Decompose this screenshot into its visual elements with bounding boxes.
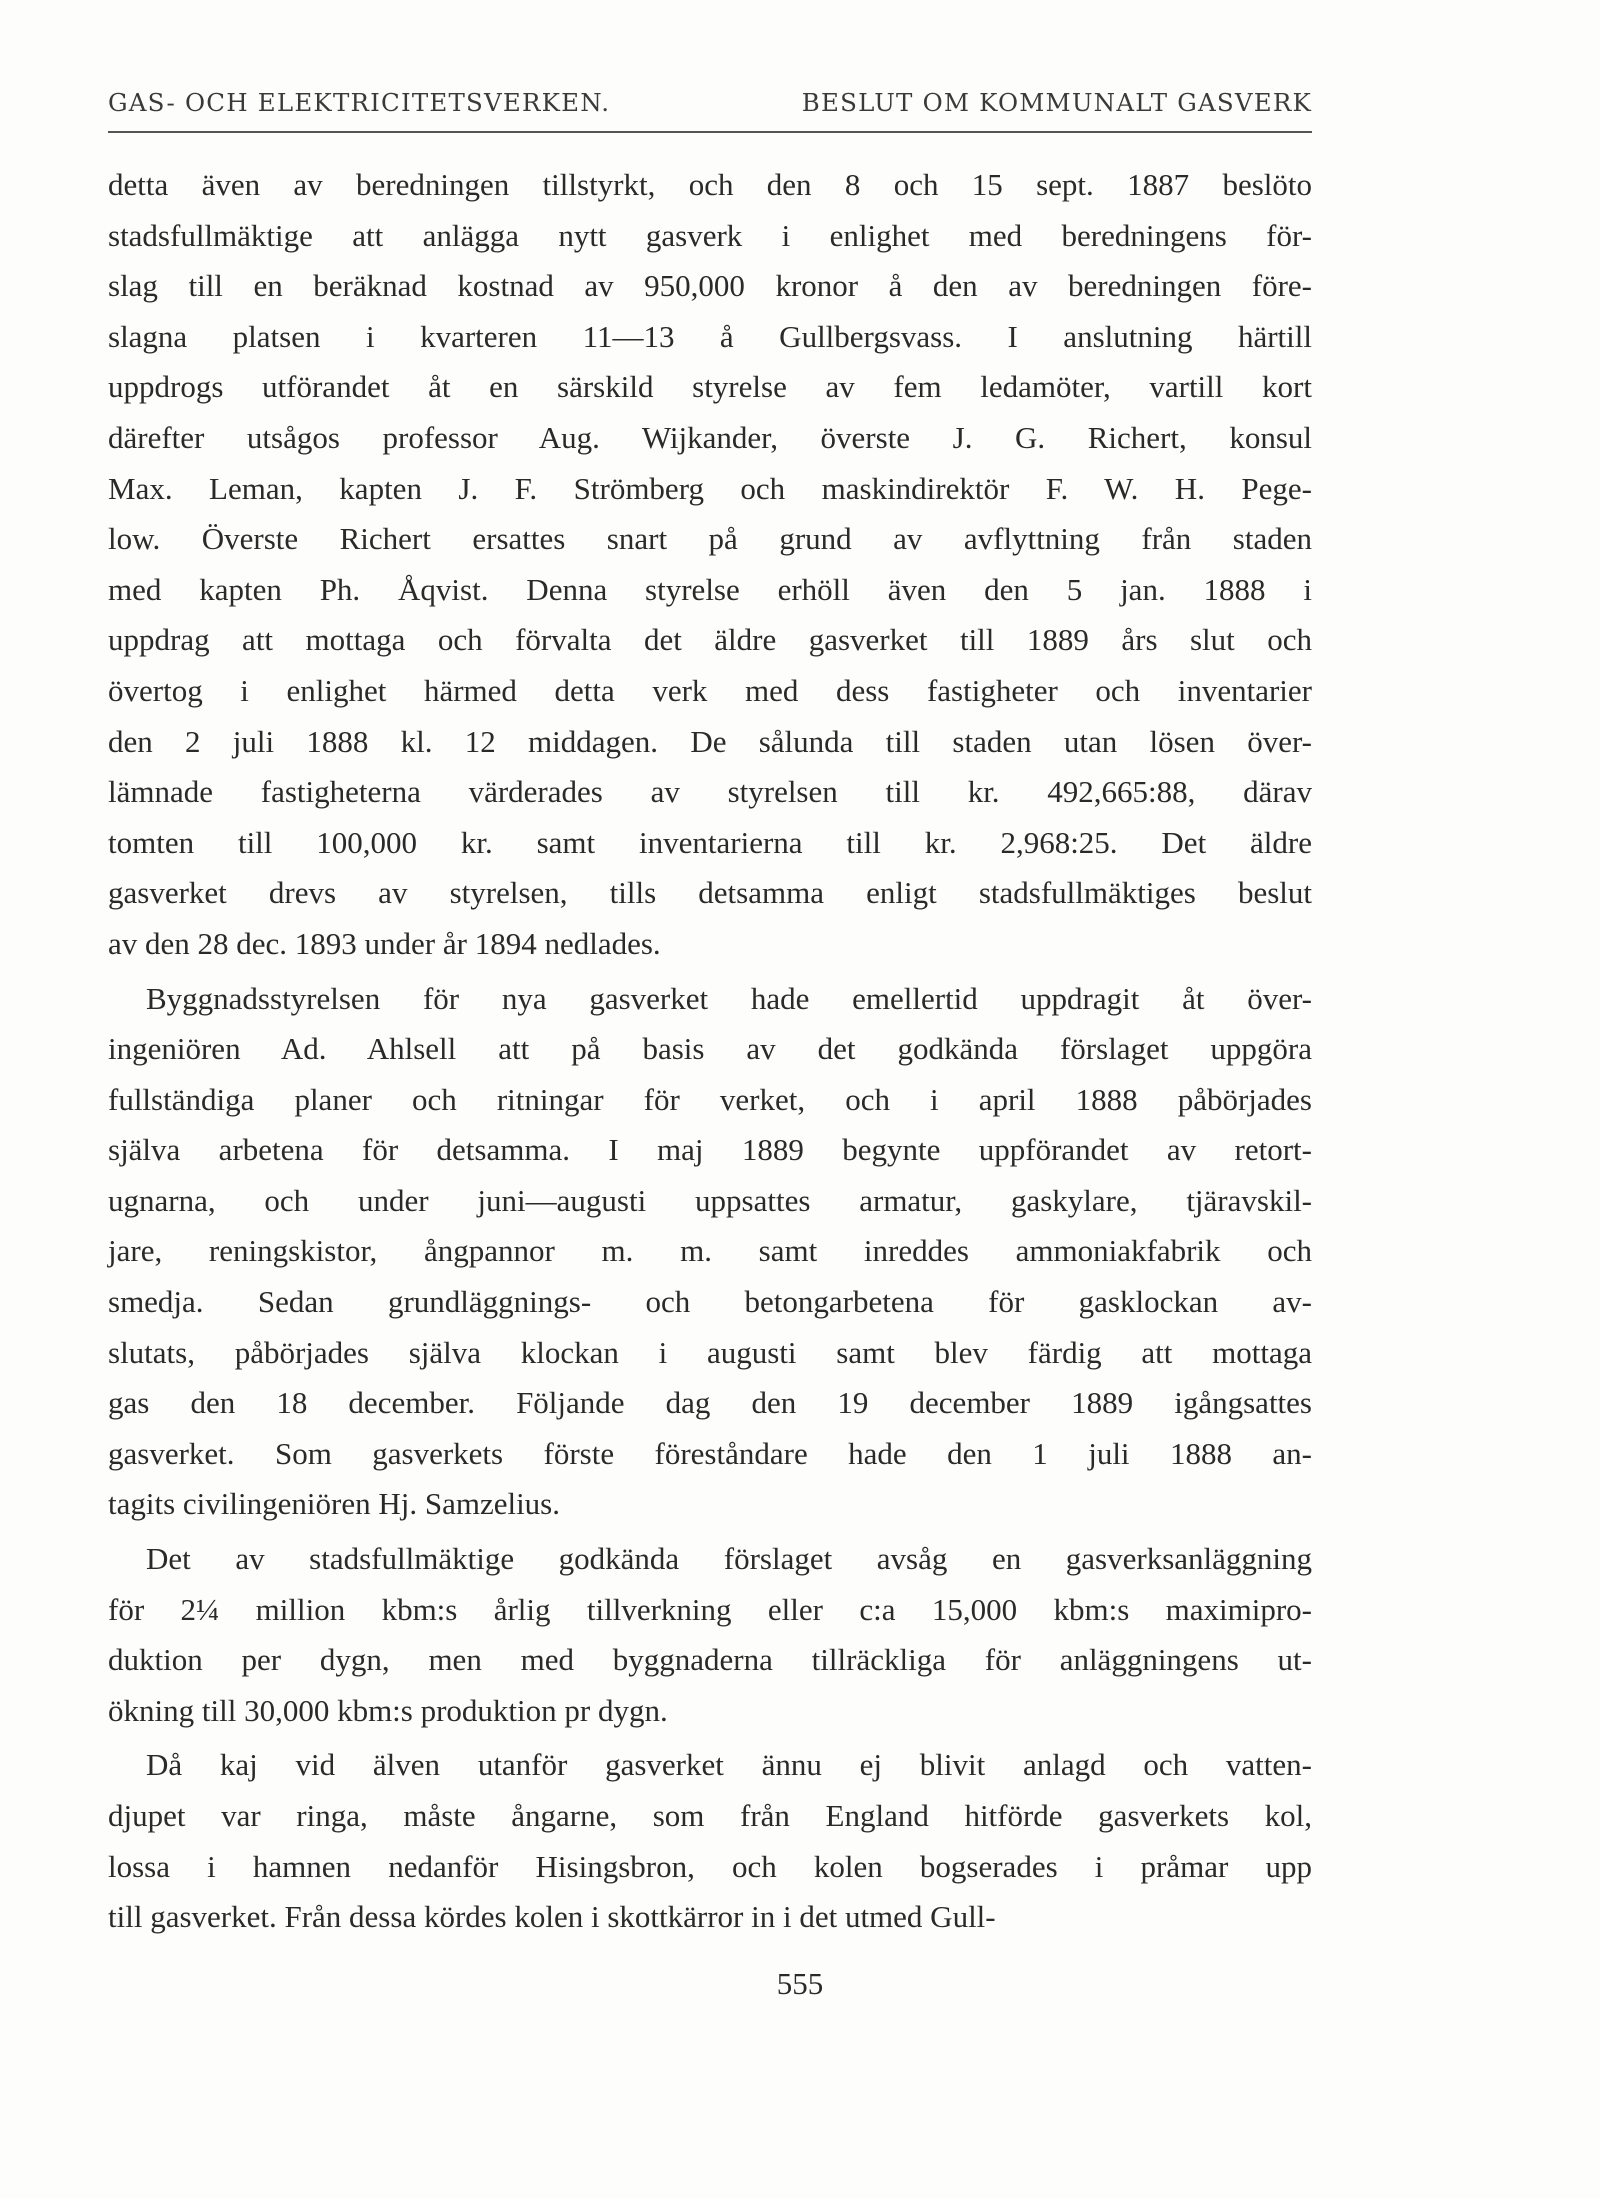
text-line: gasverket. Som gasverkets förste föreståndare hade den 1 juli 1888 an- <box>108 1435 1312 1471</box>
text-line: själva arbetena för detsamma. I maj 1889 begynte uppförandet av retort- <box>108 1132 1312 1168</box>
text-line: gasverket drevs av styrelsen, tills detsamma enligt stadsfullmäktiges beslut <box>108 875 1312 911</box>
paragraph <box>108 1534 1312 1736</box>
text-line: tomten till 100,000 kr. samt inventarierna till kr. 2,968:25. Det äldre <box>108 824 1312 860</box>
text-line: med kapten Ph. Åqvist. Denna styrelse erhöll även den 5 jan. 1888 i <box>108 571 1312 607</box>
text-line: uppdrag att mottaga och förvalta det äldre gasverket till 1889 års slut och <box>108 622 1312 658</box>
text-line: duktion per dygn, men med byggnaderna tillräckliga för anläggningens ut- <box>108 1642 1312 1678</box>
text-line: den 2 juli 1888 kl. 12 middagen. De sålunda till staden utan lösen över- <box>108 723 1312 759</box>
paragraph <box>108 160 1312 970</box>
text-line: av den 28 dec. 1893 under år 1894 nedlades. <box>108 925 661 961</box>
text-line: smedja. Sedan grundläggnings- och betongarbetena för gasklockan av- <box>108 1284 1312 1320</box>
page-number: 555 <box>776 1966 824 2001</box>
text-line: gas den 18 december. Följande dag den 19 december 1889 igångsattes <box>108 1385 1312 1421</box>
text-line: tagits civilingeniören Hj. Samzelius. <box>108 1486 560 1522</box>
text-line: fullständiga planer och ritningar för verket, och i april 1888 påbörjades <box>108 1081 1312 1117</box>
text-line: slagna platsen i kvarteren 11—13 å Gullbergsvass. I anslutning härtill <box>108 318 1312 354</box>
text-line: lämnade fastigheterna värderades av styrelsen till kr. 492,665:88, därav <box>108 774 1312 810</box>
text-line: low. Överste Richert ersattes snart på grund av avflyttning från staden <box>108 521 1312 557</box>
text-line: jare, reningskistor, ångpannor m. m. samt inreddes ammoniakfabrik och <box>108 1233 1312 1269</box>
text-line: övertog i enlighet härmed detta verk med dess fastigheter och inventarier <box>108 672 1312 708</box>
text-line: Max. Leman, kapten J. F. Strömberg och maskindirektör F. W. H. Pege- <box>108 470 1312 506</box>
text-line: lossa i hamnen nedanför Hisingsbron, och kolen bogserades i pråmar upp <box>108 1848 1312 1884</box>
body-text <box>108 160 1312 1943</box>
text-line: slutats, påbörjades själva klockan i augusti samt blev färdig att mottaga <box>108 1334 1312 1370</box>
header-left-title: GAS- OCH ELEKTRICITETSVERKEN. <box>108 88 611 117</box>
text-line: för 2¼ million kbm:s årlig tillverkning eller c:a 15,000 kbm:s maximipro- <box>108 1591 1312 1627</box>
text-line: Då kaj vid älven utanför gasverket ännu ej blivit anlagd och vatten- <box>146 1747 1312 1783</box>
text-line: slag till en beräknad kostnad av 950,000 kronor å den av beredningen före- <box>108 268 1312 304</box>
text-line: uppdrogs utförandet åt en särskild styrelse av fem ledamöter, vartill kort <box>108 369 1312 405</box>
text-line: ingeniören Ad. Ahlsell att på basis av det godkända förslaget uppgöra <box>108 1031 1312 1067</box>
text-line: stadsfullmäktige att anlägga nytt gasverk i enlighet med beredningens för- <box>108 217 1312 253</box>
running-header <box>108 88 1312 117</box>
text-line: ökning till 30,000 kbm:s produktion pr dygn. <box>108 1692 668 1728</box>
text-line: djupet var ringa, måste ångarne, som från England hitförde gasverkets kol, <box>108 1798 1312 1833</box>
header-right-title: BESLUT OM KOMMUNALT GASVERK <box>801 88 1312 117</box>
text-line: ugnarna, och under juni—augusti uppsattes armatur, gaskylare, tjäravskil- <box>108 1182 1312 1218</box>
header-rule <box>108 131 1312 133</box>
paragraph <box>108 1740 1312 1942</box>
text-line: därefter utsågos professor Aug. Wijkander, överste J. G. Richert, konsul <box>108 419 1312 455</box>
text-line: detta även av beredningen tillstyrkt, och den 8 och 15 sept. 1887 beslöto <box>108 167 1312 202</box>
text-line: Det av stadsfullmäktige godkända förslaget avsåg en gasverksanläggning <box>146 1541 1312 1577</box>
text-line: till gasverket. Från dessa kördes kolen i skottkärror in i det utmed Gull- <box>108 1899 996 1935</box>
paragraph <box>108 974 1312 1531</box>
text-line: Byggnadsstyrelsen för nya gasverket hade emellertid uppdragit åt över- <box>146 980 1312 1016</box>
